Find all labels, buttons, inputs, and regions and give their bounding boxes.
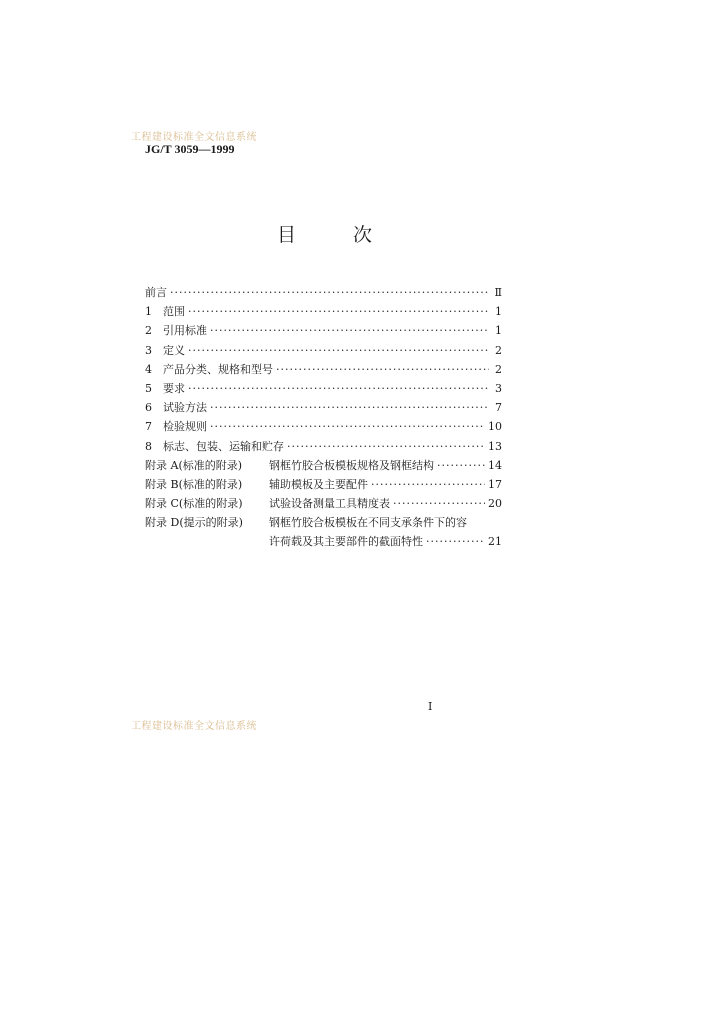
page-title — [0, 220, 724, 246]
toc-entry[interactable] — [145, 302, 502, 321]
toc-entry[interactable] — [145, 398, 502, 417]
toc-page: 2 — [495, 343, 502, 357]
toc-entry[interactable] — [145, 379, 502, 398]
toc-entry[interactable] — [145, 360, 502, 379]
appendix-prefix: 附录 D(提示的附录) — [145, 516, 243, 530]
toc-number: 7 — [145, 420, 152, 434]
toc-page: 14 — [488, 458, 502, 472]
toc-number: 5 — [145, 381, 152, 395]
toc-number: 1 — [145, 305, 152, 319]
toc-label: 要求 — [163, 381, 185, 395]
toc-label: 试验方法 — [163, 401, 207, 415]
toc-number: 4 — [145, 362, 152, 376]
watermark-bottom: 工程建设标准全文信息系统 — [131, 721, 257, 732]
toc-label: 钢框竹胶合板模板规格及钢框结构 — [269, 458, 434, 472]
title-char-1: 目 — [277, 224, 297, 246]
toc-label: 检验规则 — [163, 420, 207, 434]
toc-leader-dots — [210, 417, 485, 436]
toc-label: 试验设备测量工具精度表 — [269, 497, 390, 511]
toc-page: Ⅱ — [494, 286, 502, 299]
toc-entry[interactable] — [145, 341, 502, 360]
toc-leader-dots — [170, 283, 489, 302]
toc-entry[interactable] — [145, 321, 502, 340]
toc-appendix-entry-continuation[interactable] — [145, 532, 502, 551]
toc-appendix-entry[interactable] — [145, 513, 502, 532]
toc-number: 6 — [145, 401, 152, 415]
toc-page: 7 — [495, 401, 502, 415]
toc-page: 17 — [488, 477, 502, 491]
toc-label: 辅助模板及主要配件 — [269, 477, 368, 491]
toc-leader-dots — [287, 437, 485, 456]
toc-page: 10 — [488, 420, 502, 434]
toc-leader-dots — [188, 341, 489, 360]
toc-leader-dots — [276, 360, 489, 379]
toc-leader-dots — [188, 302, 489, 321]
toc-label: 范围 — [163, 305, 185, 319]
toc-page: 1 — [495, 305, 502, 319]
toc-leader-dots — [437, 456, 485, 475]
appendix-prefix: 附录 C(标准的附录) — [145, 497, 243, 511]
toc-page: 3 — [495, 381, 502, 395]
standard-code: JG/T 3059—1999 — [145, 142, 235, 156]
toc-label: 许荷载及其主要部件的截面特性 — [269, 535, 423, 549]
toc-number: 2 — [145, 324, 152, 338]
toc-page: 21 — [488, 535, 502, 549]
appendix-prefix: 附录 A(标准的附录) — [145, 458, 243, 472]
toc-leader-dots — [210, 321, 489, 340]
toc-appendix-entry[interactable] — [145, 494, 502, 513]
toc-label: 定义 — [163, 343, 185, 357]
toc-entry-preface[interactable] — [145, 283, 502, 302]
toc-label: 钢框竹胶合板模板在不同支承条件下的容 — [269, 516, 467, 530]
toc-appendix-entry[interactable] — [145, 456, 502, 475]
title-char-2: 次 — [353, 224, 373, 246]
toc-number: 3 — [145, 343, 152, 357]
toc-page: 13 — [488, 439, 502, 453]
toc-label: 引用标准 — [163, 324, 207, 338]
toc-page: 2 — [495, 362, 502, 376]
toc-label: 标志、包装、运输和贮存 — [163, 439, 284, 453]
toc-entry[interactable] — [145, 437, 502, 456]
toc-appendix-entry[interactable] — [145, 475, 502, 494]
page-number: I — [428, 700, 433, 713]
toc-leader-dots — [426, 532, 485, 551]
toc-label: 产品分类、规格和型号 — [163, 362, 273, 376]
watermark-top: 工程建设标准全文信息系统 — [131, 132, 257, 143]
appendix-prefix: 附录 B(标准的附录) — [145, 477, 243, 491]
toc-number: 8 — [145, 439, 152, 453]
toc-leader-dots — [210, 398, 489, 417]
toc-label: 前言 — [145, 286, 167, 299]
toc-leader-dots — [393, 494, 485, 513]
toc-page: 1 — [495, 324, 502, 338]
toc-page: 20 — [488, 497, 502, 511]
table-of-contents — [145, 283, 502, 552]
toc-entry[interactable] — [145, 417, 502, 436]
toc-leader-dots — [188, 379, 489, 398]
toc-leader-dots — [371, 475, 485, 494]
